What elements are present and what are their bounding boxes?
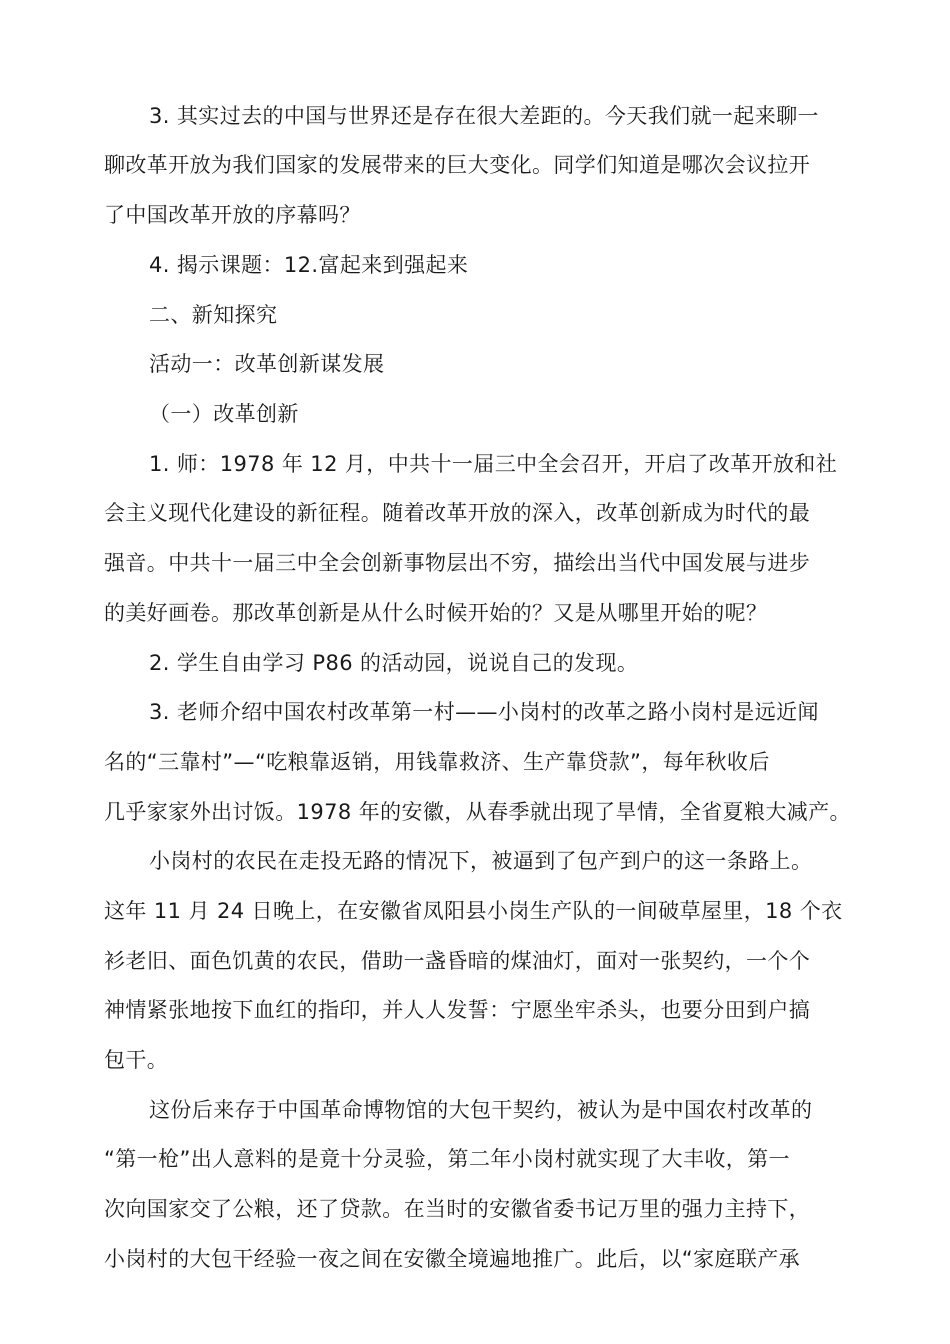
text-line: 3. 老师介绍中国农村改革第一村——小岗村的改革之路小岗村是远近闻 [149,700,819,724]
section-heading: 二、新知探究 [149,303,278,327]
text-line: 这年 11 月 24 日晚上，在安徽省凤阳县小岗生产队的一间破草屋里，18 个衣 [104,899,843,923]
text-line: 小岗村的大包干经验一夜之间在安徽全境遍地推广。此后，以“家庭联产承 [104,1247,801,1271]
text-line: 聊改革开放为我们国家的发展带来的巨大变化。同学们知道是哪次会议拉开 [104,153,811,177]
subsection-heading: （一）改革创新 [149,402,299,426]
text-line: 2. 学生自由学习 P86 的活动园，说说自己的发现。 [149,651,639,675]
text-line: 4. 揭示课题：12.富起来到强起来 [149,253,469,277]
text-line: 强音。中共十一届三中全会创新事物层出不穷，描绘出当代中国发展与进步 [104,551,811,575]
text-line: 衫老旧、面色饥黄的农民，借助一盏昏暗的煤油灯，面对一张契约，一个个 [104,949,811,973]
text-line: 几乎家家外出讨饭。1978 年的安徽，从春季就出现了旱情，全省夏粮大减产。 [104,800,851,824]
text-line: 会主义现代化建设的新征程。随着改革开放的深入，改革创新成为时代的最 [104,501,811,525]
text-line: 了中国改革开放的序幕吗？ [104,203,361,227]
text-line: “第一枪”出人意料的是竟十分灵验，第二年小岗村就实现了大丰收，第一 [104,1147,790,1171]
text-line: 这份后来存于中国革命博物馆的大包干契约，被认为是中国农村改革的 [149,1098,813,1122]
text-line: 名的“三靠村”—“吃粮靠返销，用钱靠救济、生产靠贷款”，每年秋收后 [104,750,770,774]
text-line: 神情紧张地按下血红的指印，并人人发誓：宁愿坐牢杀头，也要分田到户搞 [104,998,811,1022]
text-line: 包干。 [104,1048,169,1072]
text-line: 次向国家交了公粮，还了贷款。在当时的安徽省委书记万里的强力主持下， [104,1197,811,1221]
text-line: 1. 师：1978 年 12 月，中共十一届三中全会召开，开启了改革开放和社 [149,452,838,476]
activity-heading: 活动一：改革创新谋发展 [149,352,385,376]
text-line: 小岗村的农民在走投无路的情况下，被逼到了包产到户的这一条路上。 [149,849,813,873]
text-line: 的美好画卷。那改革创新是从什么时候开始的？又是从哪里开始的呢？ [104,601,768,625]
text-line: 3. 其实过去的中国与世界还是存在很大差距的。今天我们就一起来聊一 [149,104,819,128]
